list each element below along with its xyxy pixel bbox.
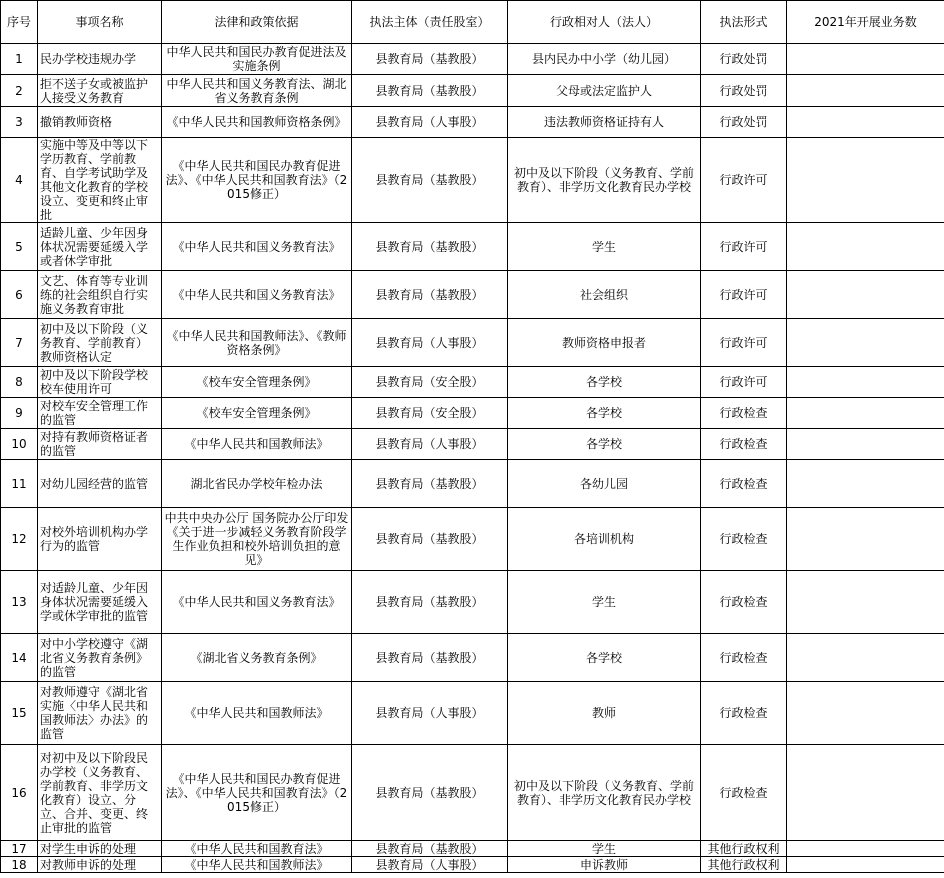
cell-name: 初中及以下阶段（义务教育、学前教育）教师资格认定 <box>38 319 162 367</box>
cell-subject: 县教育局（人事股） <box>352 429 508 460</box>
cell-volume <box>787 398 944 429</box>
table-row <box>1 634 944 682</box>
cell-name: 民办学校违规办学 <box>38 44 162 75</box>
cell-form: 行政检查 <box>701 508 787 571</box>
cell-form: 行政检查 <box>701 682 787 745</box>
cell-subject: 县教育局（基教股） <box>352 841 508 857</box>
cell-name: 对适龄儿童、少年因身体状况需要延缓入学或休学审批的监管 <box>38 571 162 634</box>
cell-basis: 《中华人民共和国民办教育促进法》、《中华人民共和国教育法》（2015修正） <box>162 745 352 841</box>
cell-target: 各学校 <box>508 429 701 460</box>
cell-name: 拒不送子女或被监护人接受义务教育 <box>38 75 162 107</box>
cell-subject: 县教育局（基教股） <box>352 460 508 508</box>
cell-subject: 县教育局（安全股） <box>352 398 508 429</box>
cell-subject: 县教育局（基教股） <box>352 571 508 634</box>
table-row <box>1 319 944 367</box>
cell-target: 各幼儿园 <box>508 460 701 508</box>
cell-no: 1 <box>1 44 38 75</box>
cell-name: 实施中等及中等以下学历教育、学前教育、自学考试助学及其他文化教育的学校设立、变更和终止审批 <box>38 138 162 223</box>
cell-basis: 中华人民共和国义务教育法、湖北省义务教育条例 <box>162 75 352 107</box>
cell-form: 行政检查 <box>701 460 787 508</box>
cell-basis: 《中华人民共和国教师法》 <box>162 857 352 873</box>
cell-name: 对校外培训机构办学行为的监管 <box>38 508 162 571</box>
cell-target: 教师 <box>508 682 701 745</box>
cell-basis: 中共中央办公厅 国务院办公厅印发《关于进一步减轻义务教育阶段学生作业负担和校外培训负担的意见》 <box>162 508 352 571</box>
cell-no: 5 <box>1 223 38 271</box>
cell-form: 行政许可 <box>701 271 787 319</box>
cell-no: 12 <box>1 508 38 571</box>
cell-no: 7 <box>1 319 38 367</box>
cell-name: 撤销教师资格 <box>38 107 162 138</box>
table-row <box>1 398 944 429</box>
cell-form: 行政处罚 <box>701 75 787 107</box>
table-row <box>1 571 944 634</box>
table-row <box>1 682 944 745</box>
cell-no: 3 <box>1 107 38 138</box>
cell-basis: 《中华人民共和国义务教育法》 <box>162 271 352 319</box>
table-row <box>1 75 944 107</box>
table-row <box>1 223 944 271</box>
table-row <box>1 508 944 571</box>
cell-volume <box>787 223 944 271</box>
cell-name: 对教师遵守《湖北省实施〈中华人民共和国教师法〉办法》的监管 <box>38 682 162 745</box>
table-row <box>1 367 944 398</box>
cell-no: 10 <box>1 429 38 460</box>
cell-target: 社会组织 <box>508 271 701 319</box>
cell-volume <box>787 75 944 107</box>
cell-target: 学生 <box>508 571 701 634</box>
cell-name: 对幼儿园经营的监管 <box>38 460 162 508</box>
cell-subject: 县教育局（基教股） <box>352 223 508 271</box>
cell-no: 11 <box>1 460 38 508</box>
cell-subject: 县教育局（人事股） <box>352 857 508 873</box>
cell-volume <box>787 857 944 873</box>
cell-volume <box>787 138 944 223</box>
cell-subject: 县教育局（基教股） <box>352 634 508 682</box>
table-row <box>1 460 944 508</box>
cell-form: 行政处罚 <box>701 44 787 75</box>
cell-basis: 《中华人民共和国教师法》、《教师资格条例》 <box>162 319 352 367</box>
cell-basis: 湖北省民办学校年检办法 <box>162 460 352 508</box>
cell-volume <box>787 841 944 857</box>
cell-volume <box>787 745 944 841</box>
header-name: 事项名称 <box>38 1 162 44</box>
cell-form: 行政许可 <box>701 223 787 271</box>
cell-basis: 《中华人民共和国教师资格条例》 <box>162 107 352 138</box>
cell-name: 对校车安全管理工作的监管 <box>38 398 162 429</box>
cell-basis: 中华人民共和国民办教育促进法及实施条例 <box>162 44 352 75</box>
cell-volume <box>787 460 944 508</box>
cell-name: 对学生申诉的处理 <box>38 841 162 857</box>
cell-target: 教师资格申报者 <box>508 319 701 367</box>
cell-no: 8 <box>1 367 38 398</box>
cell-subject: 县教育局（人事股） <box>352 107 508 138</box>
cell-form: 行政检查 <box>701 429 787 460</box>
cell-basis: 《中华人民共和国教师法》 <box>162 682 352 745</box>
cell-subject: 县教育局（基教股） <box>352 508 508 571</box>
table-row <box>1 857 944 873</box>
cell-name: 对持有教师资格证者的监管 <box>38 429 162 460</box>
cell-subject: 县教育局（安全股） <box>352 367 508 398</box>
cell-subject: 县教育局（基教股） <box>352 75 508 107</box>
cell-no: 13 <box>1 571 38 634</box>
cell-no: 9 <box>1 398 38 429</box>
cell-name: 对初中及以下阶段民办学校（义务教育、学前教育、非学历文化教育）设立、分立、合并、变更、终止审批的监管 <box>38 745 162 841</box>
cell-volume <box>787 107 944 138</box>
cell-volume <box>787 44 944 75</box>
cell-no: 15 <box>1 682 38 745</box>
cell-target: 学生 <box>508 223 701 271</box>
table-row <box>1 44 944 75</box>
cell-subject: 县教育局（人事股） <box>352 319 508 367</box>
cell-target: 各学校 <box>508 367 701 398</box>
cell-form: 其他行政权利 <box>701 841 787 857</box>
header-form: 执法形式 <box>701 1 787 44</box>
cell-subject: 县教育局（基教股） <box>352 44 508 75</box>
cell-volume <box>787 319 944 367</box>
cell-basis: 《中华人民共和国教育法》 <box>162 841 352 857</box>
cell-no: 17 <box>1 841 38 857</box>
cell-target: 各培训机构 <box>508 508 701 571</box>
cell-no: 2 <box>1 75 38 107</box>
cell-form: 行政检查 <box>701 745 787 841</box>
cell-form: 行政处罚 <box>701 107 787 138</box>
cell-form: 行政许可 <box>701 319 787 367</box>
header-volume: 2021年开展业务数 <box>787 1 944 44</box>
cell-target: 申诉教师 <box>508 857 701 873</box>
cell-form: 行政许可 <box>701 367 787 398</box>
cell-no: 14 <box>1 634 38 682</box>
cell-form: 行政检查 <box>701 398 787 429</box>
cell-basis: 《湖北省义务教育条例》 <box>162 634 352 682</box>
header-subject: 执法主体（责任股室） <box>352 1 508 44</box>
cell-target: 县内民办中小学（幼儿园） <box>508 44 701 75</box>
cell-basis: 《中华人民共和国义务教育法》 <box>162 223 352 271</box>
cell-basis: 《中华人民共和国义务教育法》 <box>162 571 352 634</box>
cell-target: 违法教师资格证持有人 <box>508 107 701 138</box>
cell-form: 其他行政权利 <box>701 857 787 873</box>
cell-target: 父母或法定监护人 <box>508 75 701 107</box>
table-row <box>1 745 944 841</box>
cell-no: 18 <box>1 857 38 873</box>
cell-basis: 《中华人民共和国教师法》 <box>162 429 352 460</box>
table-row <box>1 138 944 223</box>
cell-volume <box>787 682 944 745</box>
cell-name: 对中小学校遵守《湖北省义务教育条例》的监管 <box>38 634 162 682</box>
table-row <box>1 841 944 857</box>
cell-form: 行政许可 <box>701 138 787 223</box>
cell-volume <box>787 508 944 571</box>
cell-subject: 县教育局（基教股） <box>352 745 508 841</box>
cell-subject: 县教育局（基教股） <box>352 271 508 319</box>
cell-target: 各学校 <box>508 398 701 429</box>
header-basis: 法律和政策依据 <box>162 1 352 44</box>
table-row <box>1 429 944 460</box>
cell-volume <box>787 571 944 634</box>
cell-form: 行政检查 <box>701 634 787 682</box>
cell-target: 初中及以下阶段（义务教育、学前教育）、非学历文化教育民办学校 <box>508 745 701 841</box>
header-row <box>1 1 944 44</box>
cell-volume <box>787 271 944 319</box>
cell-form: 行政检查 <box>701 571 787 634</box>
cell-name: 适龄儿童、少年因身体状况需要延缓入学或者休学审批 <box>38 223 162 271</box>
cell-name: 对教师申诉的处理 <box>38 857 162 873</box>
cell-subject: 县教育局（基教股） <box>352 138 508 223</box>
cell-no: 6 <box>1 271 38 319</box>
cell-name: 文艺、体育等专业训练的社会组织自行实施义务教育审批 <box>38 271 162 319</box>
cell-basis: 《中华人民共和国民办教育促进法》、《中华人民共和国教育法》（2015修正） <box>162 138 352 223</box>
cell-name: 初中及以下阶段学校校车使用许可 <box>38 367 162 398</box>
cell-volume <box>787 367 944 398</box>
cell-no: 16 <box>1 745 38 841</box>
cell-target: 各学校 <box>508 634 701 682</box>
header-no: 序号 <box>1 1 38 44</box>
table-row <box>1 107 944 138</box>
cell-basis: 《校车安全管理条例》 <box>162 367 352 398</box>
cell-target: 学生 <box>508 841 701 857</box>
cell-volume <box>787 429 944 460</box>
cell-target: 初中及以下阶段（义务教育、学前教育）、非学历文化教育民办学校 <box>508 138 701 223</box>
cell-no: 4 <box>1 138 38 223</box>
cell-subject: 县教育局（人事股） <box>352 682 508 745</box>
header-target: 行政相对人（法人） <box>508 1 701 44</box>
table-row <box>1 271 944 319</box>
cell-volume <box>787 634 944 682</box>
cell-basis: 《校车安全管理条例》 <box>162 398 352 429</box>
